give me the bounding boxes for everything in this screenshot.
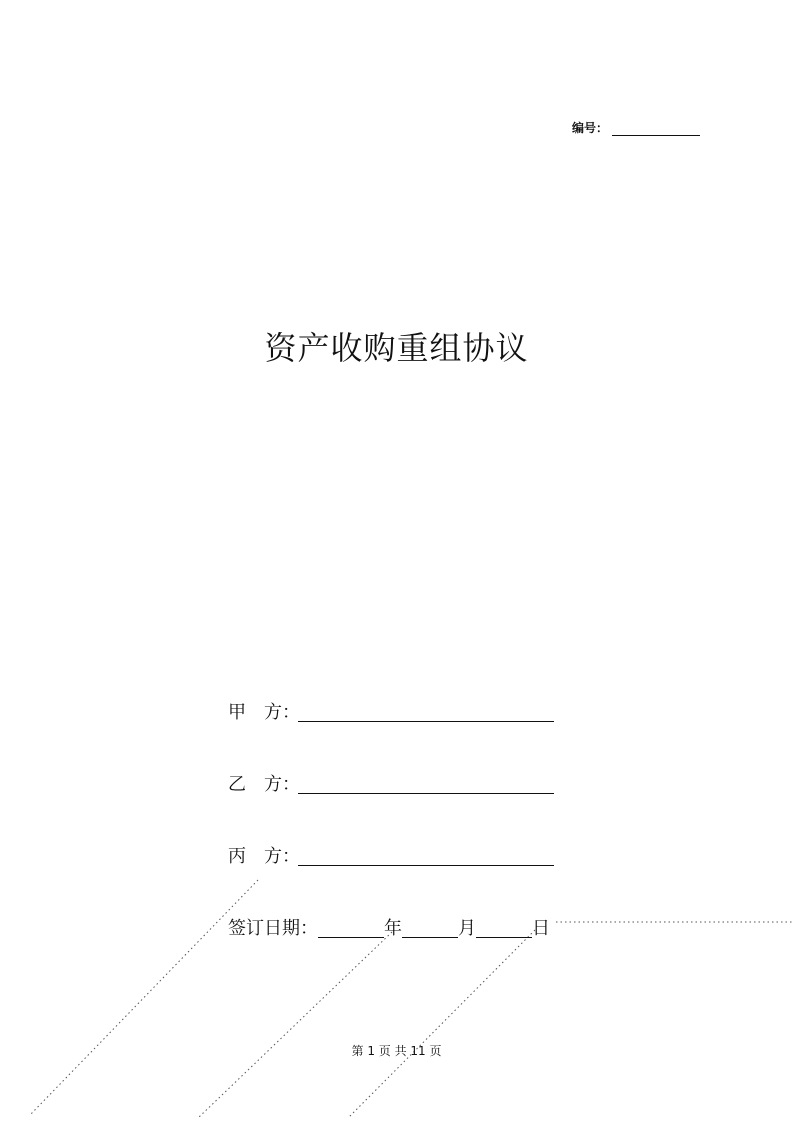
party-c-blank[interactable]	[298, 849, 554, 866]
document-number-field	[572, 119, 700, 136]
signing-month-label: 月	[458, 918, 476, 939]
party-a-label: 甲 方：	[228, 702, 300, 723]
party-b-blank[interactable]	[298, 777, 554, 794]
party-a-row	[228, 698, 554, 724]
party-a-blank[interactable]	[298, 705, 554, 722]
party-b-row	[228, 770, 554, 796]
signing-day-blank[interactable]	[476, 921, 532, 938]
party-c-label: 丙 方：	[228, 846, 300, 867]
page-footer: 第 1 页 共 11 页	[351, 1044, 442, 1058]
signing-year-label: 年	[384, 918, 402, 939]
signing-year-blank[interactable]	[318, 921, 384, 938]
party-b-label: 乙 方：	[228, 774, 300, 795]
signing-date-label: 签订日期：	[228, 918, 318, 939]
document-title: 资产收购重组协议	[264, 329, 529, 368]
document-number-blank[interactable]	[612, 123, 700, 136]
party-c-row	[228, 842, 554, 868]
signing-date-row	[228, 914, 550, 940]
signing-day-label: 日	[532, 918, 550, 939]
document-number-label: 编号：	[572, 121, 609, 135]
signing-month-blank[interactable]	[402, 921, 458, 938]
